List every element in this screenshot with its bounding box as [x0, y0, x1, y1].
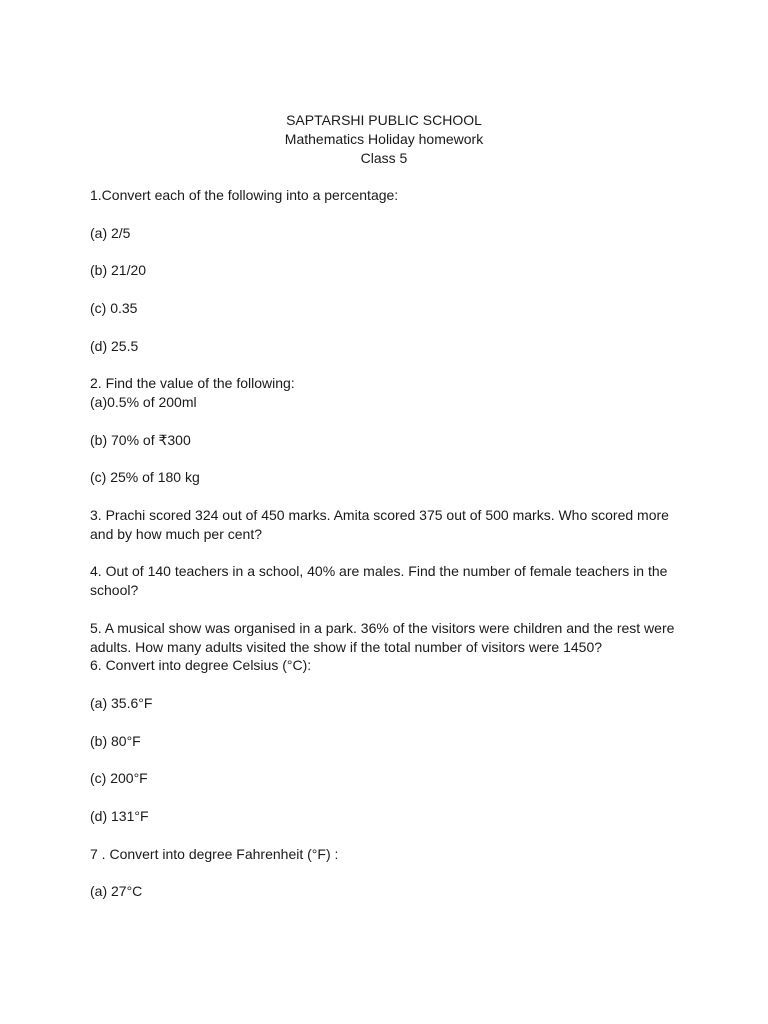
question-2-part-b: (b) 70% of ₹300 — [90, 432, 191, 448]
question-7-prompt: 7 . Convert into degree Fahrenheit (°F) : — [90, 846, 339, 862]
question-3-prompt: 3. Prachi scored 324 out of 450 marks. Amita scored 375 out of 500 marks. Who scored more and by how much per cent? — [90, 507, 669, 542]
question-6-part-d: (d) 131°F — [90, 808, 149, 824]
question-6-prompt: 6. Convert into degree Celsius (°C): — [90, 657, 312, 673]
question-2-part-c: (c) 25% of 180 kg — [90, 469, 200, 485]
question-1-part-d: (d) 25.5 — [90, 338, 139, 354]
question-2-part-a: (a)0.5% of 200ml — [90, 394, 197, 410]
question-1-part-b: (b) 21/20 — [90, 262, 147, 278]
document-title: Mathematics Holiday homework — [284, 131, 484, 147]
question-1-part-a: (a) 2/5 — [90, 225, 131, 241]
question-4-prompt: 4. Out of 140 teachers in a school, 40% are males. Find the number of female teachers in the school? — [90, 563, 668, 598]
question-7-part-a: (a) 27°C — [90, 883, 143, 899]
question-6-part-a: (a) 35.6°F — [90, 695, 153, 711]
question-1-part-c: (c) 0.35 — [90, 300, 138, 316]
question-6-part-b: (b) 80°F — [90, 733, 141, 749]
question-2-prompt: 2. Find the value of the following: — [90, 375, 295, 391]
question-5-prompt: 5. A musical show was organised in a park. 36% of the visitors were children and the rest were adults. How many adults visited the show if the total number of visitors were 1450? — [90, 620, 675, 655]
question-1-prompt: 1.Convert each of the following into a percentage: — [90, 187, 399, 203]
question-6-part-c: (c) 200°F — [90, 770, 148, 786]
school-name: SAPTARSHI PUBLIC SCHOOL — [286, 112, 482, 128]
class-label: Class 5 — [360, 150, 408, 166]
